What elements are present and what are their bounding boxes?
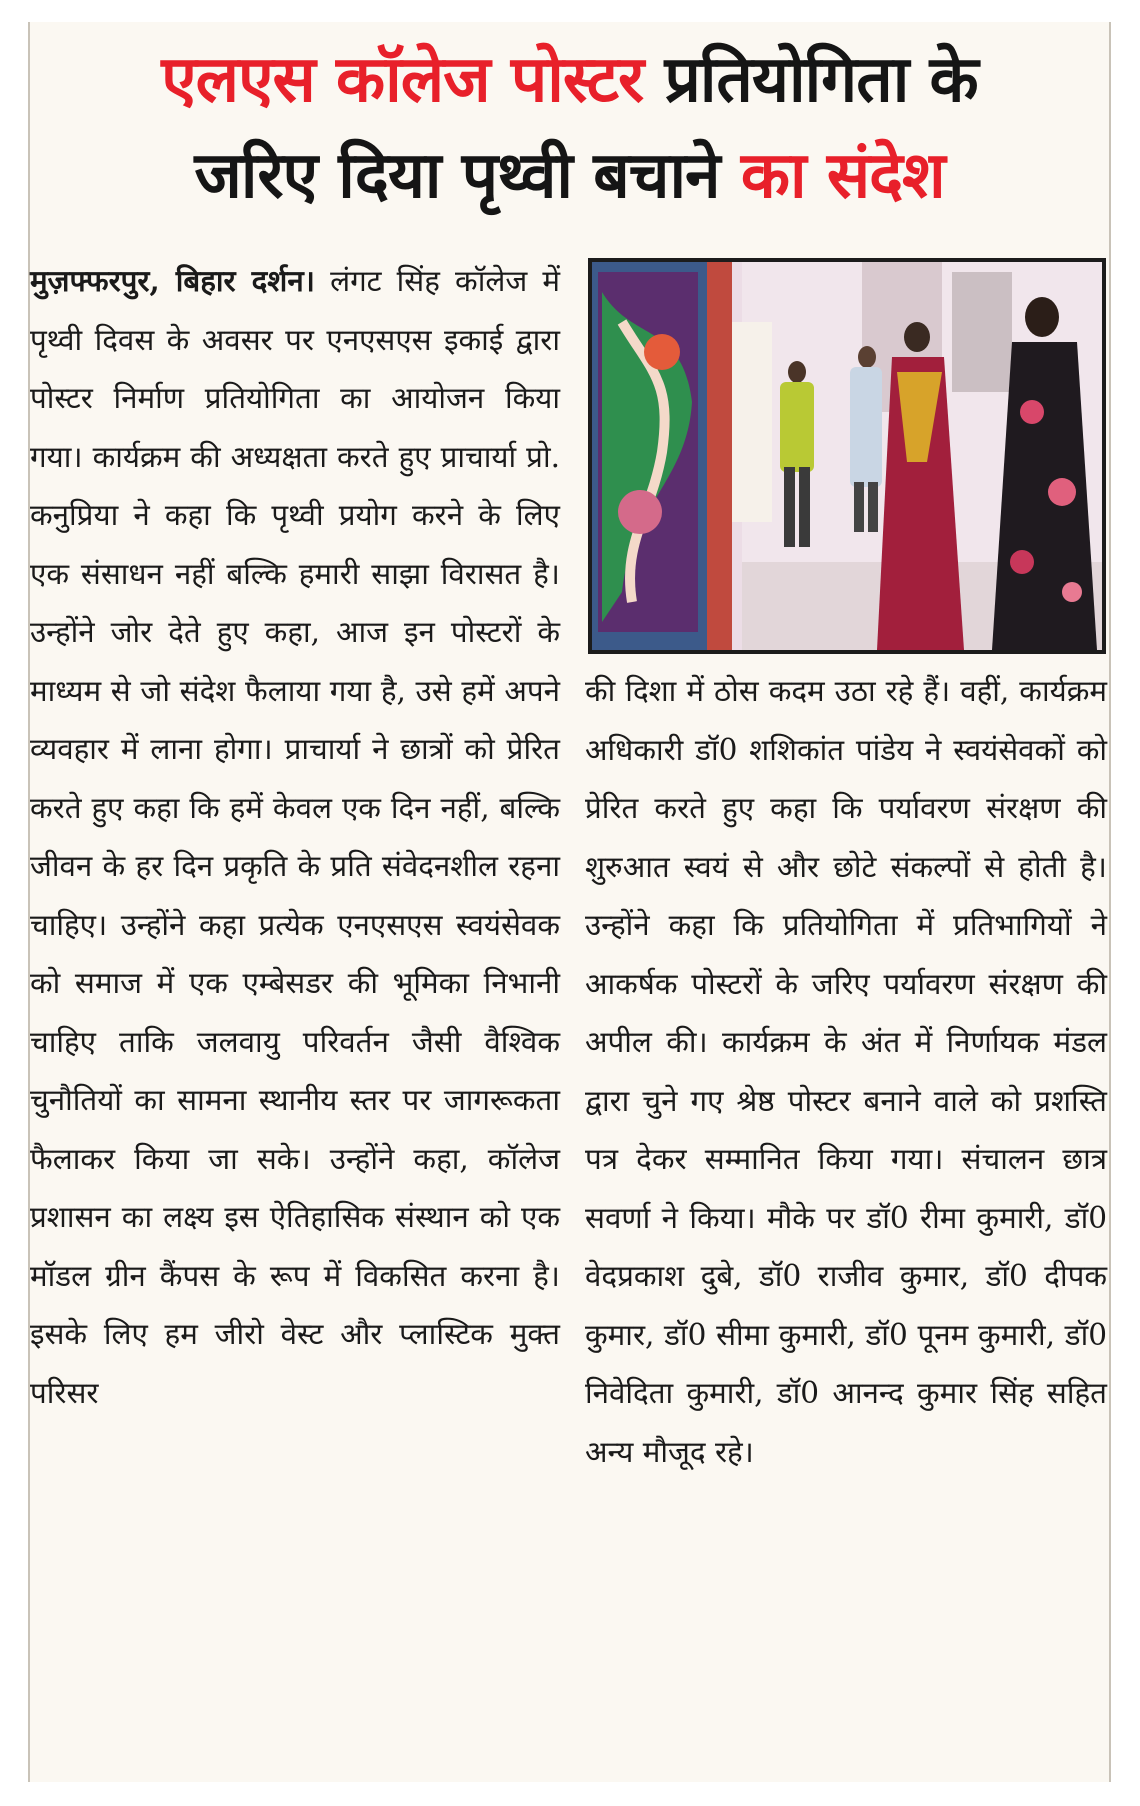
article-left-body: लंगट सिंह कॉलेज में पृथ्वी दिवस के अवसर पर एनएसएस इकाई द्वारा पोस्टर निर्माण प्रतियोगिता का आयोजन किया गया। कार्यक्रम की अध्यक्षता करते हुए प्राचार्या प्रो. कनुप्रिया ने कहा कि पृथ्वी प्रयोग करने के लिए एक संसाधन नहीं बल्कि हमारी साझा विरासत है। उन्होंने जोर देते हुए कहा, आज इन पोस्टरों के माध्यम से जो संदेश फैलाया गया है, उसे हमें अपने व्यवहार में लाना होगा। प्राचार्या ने छात्रों को प्रेरित करते हुए कहा कि हमें केवल एक दिन नहीं, बल्कि जीवन के हर दिन प्रकृति के प्रति संवेदनशील रहना चाहिए। उन्होंने कहा प्रत्येक एनएसएस स्वयंसेवक को समाज में एक एम्बेसडर की भूमिका निभानी चाहिए ताकि जलवायु परिवर्तन जैसी वैश्विक चुनौतियों का सामना स्थानीय स्तर पर जागरूकता फैलाकर किया जा सके। उन्होंने कहा, कॉलेज प्रशासन का लक्ष्य इस ऐतिहासिक संस्थान को एक मॉडल ग्रीन कैंपस के रूप में विकसित करना है। इसके लिए हम जीरो वेस्ट और प्लास्टिक मुक्त परिसर (30, 264, 560, 1410)
article-left-text (30, 252, 560, 1422)
article-left-column (30, 252, 560, 1422)
headline-black-part-1: प्रतियोगिता के (664, 43, 978, 117)
headline-black-part-2: जरिए दिया पृथ्वी बचाने (194, 139, 720, 213)
article-dateline: मुज़फ्फरपुर, बिहार दर्शन। (30, 263, 315, 298)
headline (30, 32, 1109, 224)
headline-red-part-2: का संदेश (740, 139, 945, 213)
headline-line-1 (30, 32, 1109, 128)
article-right-text: की दिशा में ठोस कदम उठा रहे हैं। वहीं, कार्यक्रम अधिकारी डॉ0 शशिकांत पांडेय ने स्वयंसेवकों को प्रेरित करते हुए कहा कि पर्यावरण संरक्षण की शुरुआत स्वयं से और छोटे संकल्पों से होती है। उन्होंने कहा कि प्रतियोगिता में प्रतिभागियों ने आकर्षक पोस्टरों के जरिए पर्यावरण संरक्षण की अपील की। कार्यक्रम के अंत में निर्णायक मंडल द्वारा चुने गए श्रेष्ठ पोस्टर बनाने वाले को प्रशस्ति पत्र देकर सम्मानित किया गया। संचालन छात्र सवर्णा ने किया। मौके पर डॉ0 रीमा कुमारी, डॉ0 वेदप्रकाश दुबे, डॉ0 राजीव कुमार, डॉ0 दीपक कुमार, डॉ0 सीमा कुमारी, डॉ0 पूनम कुमारी, डॉ0 निवेदिता कुमारी, डॉ0 आनन्द कुमार सिंह सहित अन्य मौजूद रहे। (585, 674, 1107, 1469)
article-photo-illustration (592, 262, 1102, 650)
headline-line-2 (30, 128, 1109, 224)
article-photo (588, 258, 1106, 654)
article-right-column (585, 662, 1107, 1481)
headline-red-part-1: एलएस कॉलेज पोस्टर (161, 43, 644, 117)
newspaper-clipping (28, 22, 1111, 1782)
